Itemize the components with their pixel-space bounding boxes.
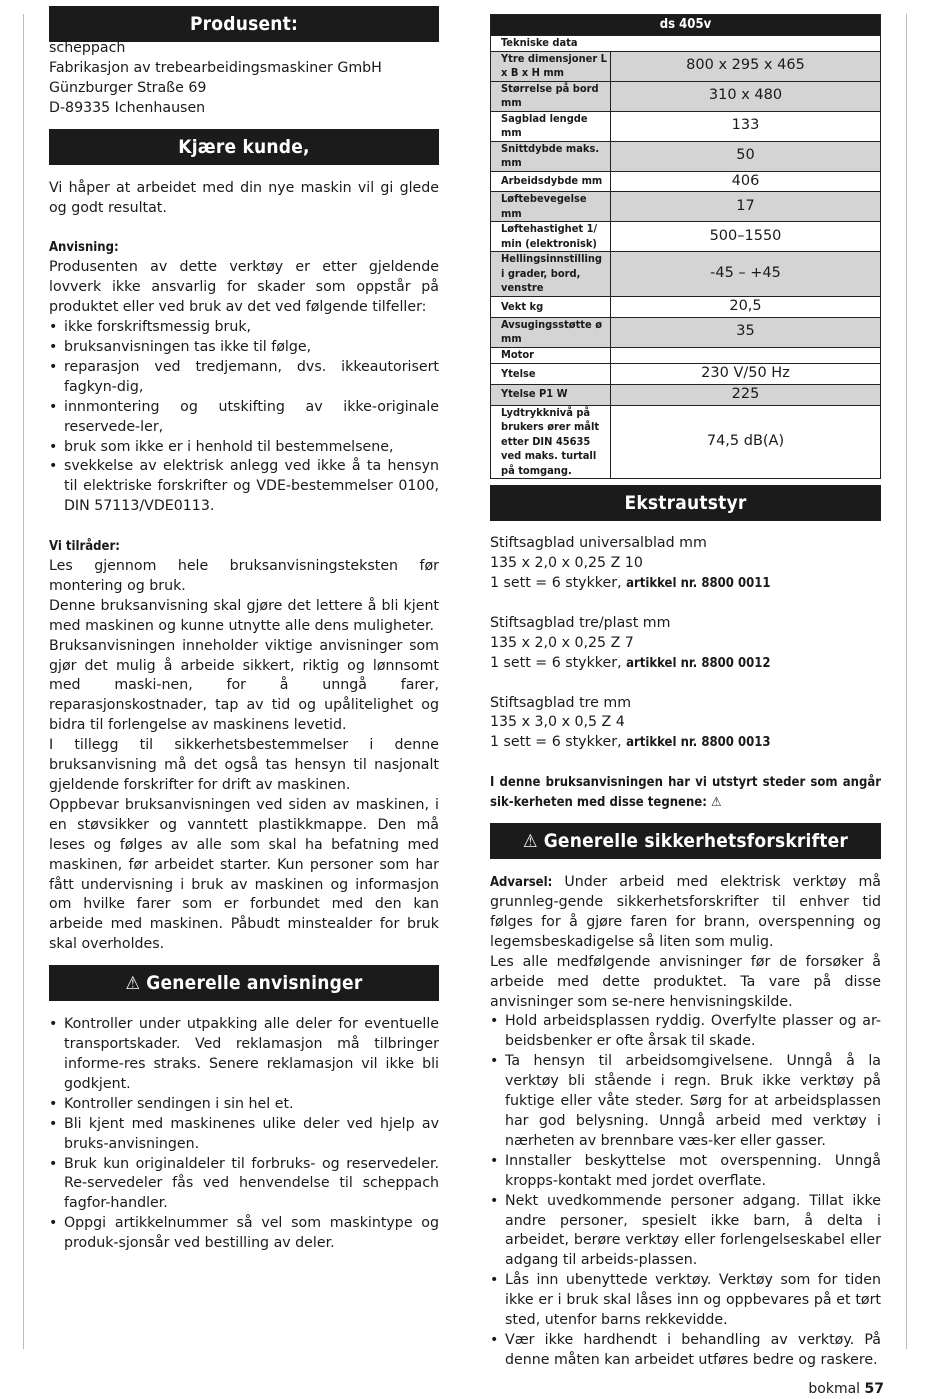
list-item: • innmontering og utskifting av ikke-originale reservede-ler, — [49, 398, 439, 438]
producer-line: Fabrikasjon av trebearbeidingsmaskiner GmbH — [49, 59, 382, 76]
recommend-paragraph: Oppbevar bruksanvisningen ved siden av maskinen, i en støvsikker og vanntett plastikkmappe. Den må leses og følges av alle som skal ha befatning med maskinen, før arbeidet starter. Kun personer som har fått undervisning i bruk av maskinen og informasjon om hvilke farer som er forbundet med den kan arbeide med maskinen. Påbudt minstealder for bruk skal overholdes. — [49, 796, 439, 953]
table-row — [491, 363, 881, 384]
table-row — [491, 51, 881, 81]
section-label: Tekniske data — [491, 36, 881, 52]
accessory-set — [490, 654, 881, 674]
general-instructions-title: Generelle anvisninger — [146, 972, 363, 995]
table-row — [491, 111, 881, 141]
table-row — [491, 317, 881, 347]
warning-label: Advarsel: — [490, 875, 553, 891]
read-instructions-text: Les alle medfølgende anvisninger før de forsøker å arbeide med dette produktet. Ta vare på disse anvisninger som se-nere henvisningskilde. — [490, 953, 881, 1010]
table-row — [491, 222, 881, 252]
spec-value: 20,5 — [611, 296, 881, 317]
list-item: • Lås inn ubenyttede verktøy. Verktøy som for tiden ikke er i bruk skal låses inn og oppbevares på et tørt sted, utenfor barns rekkevidde. — [490, 1271, 881, 1331]
table-row — [491, 141, 881, 171]
accessory-item — [490, 534, 881, 594]
article-number: artikkel nr. 8800 0012 — [626, 655, 771, 671]
table-row — [491, 347, 881, 363]
list-item: • svekkelse av elektrisk anlegg ved ikke å ta hensyn til elektriske forskrifter og VDE-bestemmelser 0100, DIN 57113/VDE0113. — [49, 457, 439, 517]
accessory-size: 135 x 2,0 x 0,25 Z 7 — [490, 634, 634, 651]
accessory-size: 135 x 2,0 x 0,25 Z 10 — [490, 555, 643, 572]
general-instructions-heading — [49, 965, 439, 1001]
table-row — [491, 296, 881, 317]
table-header-row — [491, 15, 881, 36]
spec-value: 133 — [611, 111, 881, 141]
warning-icon: ⚠ — [522, 831, 538, 853]
list-item: • Bruk kun originaldeler til forbruks- og reservedeler. Re-servedeler fås ved henvendelse til scheppach fagfor-handler. — [49, 1155, 439, 1215]
table-row — [491, 171, 881, 192]
accessories-heading: Ekstrautstyr — [490, 485, 881, 521]
accessory-set-text: 1 sett = 6 stykker, — [490, 574, 627, 591]
spec-value: 230 V/50 Hz — [611, 363, 881, 384]
recommend-paragraph: Denne bruksanvisning skal gjøre det lettere å bli kjent med maskinen og kunne utnytte alle dens muligheter. — [49, 597, 439, 634]
spec-label: Ytre dimensjoner L x B x H mm — [491, 51, 611, 81]
spec-value: 225 — [611, 384, 881, 405]
note-list — [49, 318, 439, 517]
recommend-heading: Vi tilråder: — [49, 539, 120, 555]
producer-heading: Produsent: — [49, 6, 439, 42]
spec-value: 17 — [611, 192, 881, 222]
dear-customer-heading: Kjære kunde, — [49, 129, 439, 165]
spec-label: Ytelse P1 W — [491, 384, 611, 405]
table-row — [491, 405, 881, 479]
list-item: • Kontroller sendingen i sin hel et. — [49, 1095, 439, 1115]
table-row — [491, 192, 881, 222]
list-item: • Vær ikke hardhendt i behandling av verktøy. På denne måten kan arbeidet utføres bedre og raskere. — [490, 1331, 881, 1371]
accessory-name: Stiftsagblad tre mm — [490, 694, 632, 711]
list-item: • Innstaller beskyttelse mot overspenning. Unngå kropps-kontakt med jordet overflate. — [490, 1152, 881, 1192]
spec-value: 74,5 dB(A) — [611, 405, 881, 479]
producer-line: D-89335 Ichenhausen — [49, 99, 206, 116]
spec-value: 35 — [611, 317, 881, 347]
accessory-set — [490, 574, 881, 594]
spec-value: 310 x 480 — [611, 81, 881, 111]
spec-value: 50 — [611, 141, 881, 171]
general-list — [49, 1015, 439, 1254]
spec-label: Sagblad lengde mm — [491, 111, 611, 141]
spec-value: 406 — [611, 171, 881, 192]
spec-label: Løftebevegelse mm — [491, 192, 611, 222]
accessory-item — [490, 694, 881, 754]
spec-label: Vekt kg — [491, 296, 611, 317]
spec-label: Lydtrykknivå på brukers ører målt etter DIN 45635 ved maks. turtall på tomgang. — [491, 405, 611, 479]
list-item: • ikke forskriftsmessig bruk, — [49, 318, 439, 338]
accessory-name: Stiftsagblad universalblad mm — [490, 535, 707, 552]
article-number: artikkel nr. 8800 0013 — [626, 735, 771, 751]
recommend-paragraph: Les gjennom hele bruksanvisningsteksten før montering og bruk. — [49, 558, 439, 594]
list-item: • Nekt uvedkommende personer adgang. Tillat ikke andre personer, spesielt ikke barn, å delta i arbeidet, berøre verktøy eller forlengelseskabel eller adgang til arbeids-plassen. — [490, 1192, 881, 1272]
intro-text: Vi håper at arbeidet med din nye maskin vil gi glede og godt resultat. — [49, 179, 439, 216]
left-column — [49, 6, 439, 1254]
list-item: • Ta hensyn til arbeidsomgivelsene. Unngå å la verktøy bli stående i regn. Bruk ikke verktøy på fuktige eller våte steder. Sørg for at arbeidsplassen har god belysning. Unngå arbeid med verktøy i nærheten av brennbare væs-ker eller gasser. — [490, 1052, 881, 1152]
list-item: • reparasjon ved tredjemann, dvs. ikkeautorisert fagkyn-dig, — [49, 358, 439, 398]
recommend-paragraph: I tillegg til sikkerhetsbestemmelser i denne bruksanvisning må det også tas hensyn til nasjonalt gjeldende forskrifter for drift av maskinen. — [49, 737, 439, 793]
article-number: artikkel nr. 8800 0011 — [626, 575, 771, 591]
warning-icon: ⚠ — [125, 973, 141, 995]
safety-symbol-note: I denne bruksanvisningen har vi utstyrt steder som angår sik-kerheten med disse tegnene: ⚠ — [490, 775, 881, 811]
accessory-set — [490, 733, 881, 753]
left-margin-line — [23, 14, 24, 1349]
page-footer — [808, 1381, 884, 1397]
table-row — [491, 81, 881, 111]
right-margin-line — [906, 14, 907, 1349]
note-text: Produsenten av dette verktøy er etter gjeldende lovverk ikke ansvarlig for skader som oppstår på produktet eller ved bruk av det ved følgende tilfeller: — [49, 259, 439, 316]
spec-value: -45 – +45 — [611, 252, 881, 297]
safety-title: Generelle sikkerhetsforskrifter — [543, 830, 849, 853]
model-name: ds 405v — [491, 15, 881, 36]
producer-address — [49, 39, 439, 119]
spec-label: Løftehastighet 1/ min (elektronisk) — [491, 222, 611, 252]
list-item: • bruk som ikke er i henhold til bestemmelsene, — [49, 438, 439, 458]
table-row — [491, 36, 881, 52]
recommend-paragraph: Bruksanvisningen inneholder viktige anvisninger som gjør det mulig å arbeide sikkert, riktig og lønnsomt med maski-nen, for å unngå farer, reparasjonskostnader, tap av tid og upålitelighet og bidra til forlengelse av maskinens levetid. — [49, 637, 439, 734]
warning-paragraph — [490, 873, 881, 953]
safety-list — [490, 1012, 881, 1370]
note-heading: Anvisning: — [49, 240, 119, 256]
list-item: • bruksanvisningen tas ikke til følge, — [49, 338, 439, 358]
list-item: • Kontroller under utpakking alle deler for eventuelle transportskader. Ved reklamasjon må tilbringer informe-res straks. Senere reklamasjon vil ikke bli godkjent. — [49, 1015, 439, 1095]
spec-label: Arbeidsdybde mm — [491, 171, 611, 192]
spec-label: Størrelse på bord mm — [491, 81, 611, 111]
spec-value: 500–1550 — [611, 222, 881, 252]
accessory-set-text: 1 sett = 6 stykker, — [490, 734, 627, 751]
accessory-item — [490, 614, 881, 674]
producer-line: Günzburger Straße 69 — [49, 79, 207, 96]
footer-language: bokmal — [808, 1381, 861, 1397]
accessory-name: Stiftsagblad tre/plast mm — [490, 614, 671, 631]
list-item: • Hold arbeidsplassen ryddig. Overfylte plasser og ar-beidsbenker er ofte årsak til skade. — [490, 1012, 881, 1052]
safety-heading — [490, 823, 881, 859]
technical-data-table — [490, 14, 881, 479]
spec-label: Hellingsinnstilling i grader, bord, venstre — [491, 252, 611, 297]
page-number: 57 — [864, 1381, 884, 1397]
list-item: • Bli kjent med maskinenes ulike deler ved hjelp av bruks-anvisningen. — [49, 1115, 439, 1155]
list-item: • Oppgi artikkelnummer så vel som maskintype og produk-sjonsår ved bestilling av deler. — [49, 1214, 439, 1254]
table-row — [491, 252, 881, 297]
spec-label: Snittdybde maks. mm — [491, 141, 611, 171]
spec-label: Avsugingsstøtte ø mm — [491, 317, 611, 347]
producer-line: scheppach — [49, 40, 126, 56]
spec-value: 800 x 295 x 465 — [611, 51, 881, 81]
accessory-set-text: 1 sett = 6 stykker, — [490, 654, 627, 671]
warning-text: Under arbeid med elektrisk verktøy må grunnleg-gende sikkerhetsforskrifter til enhver tid følges for å gjøre faren for brann, overspenning og legemsbeskadigelse så liten som mulig. — [490, 874, 881, 950]
spec-label: Ytelse — [491, 363, 611, 384]
accessory-size: 135 x 3,0 x 0,5 Z 4 — [490, 714, 625, 731]
spec-label: Motor — [491, 347, 611, 363]
spec-value — [611, 347, 881, 363]
table-row — [491, 384, 881, 405]
right-column — [490, 14, 881, 1371]
